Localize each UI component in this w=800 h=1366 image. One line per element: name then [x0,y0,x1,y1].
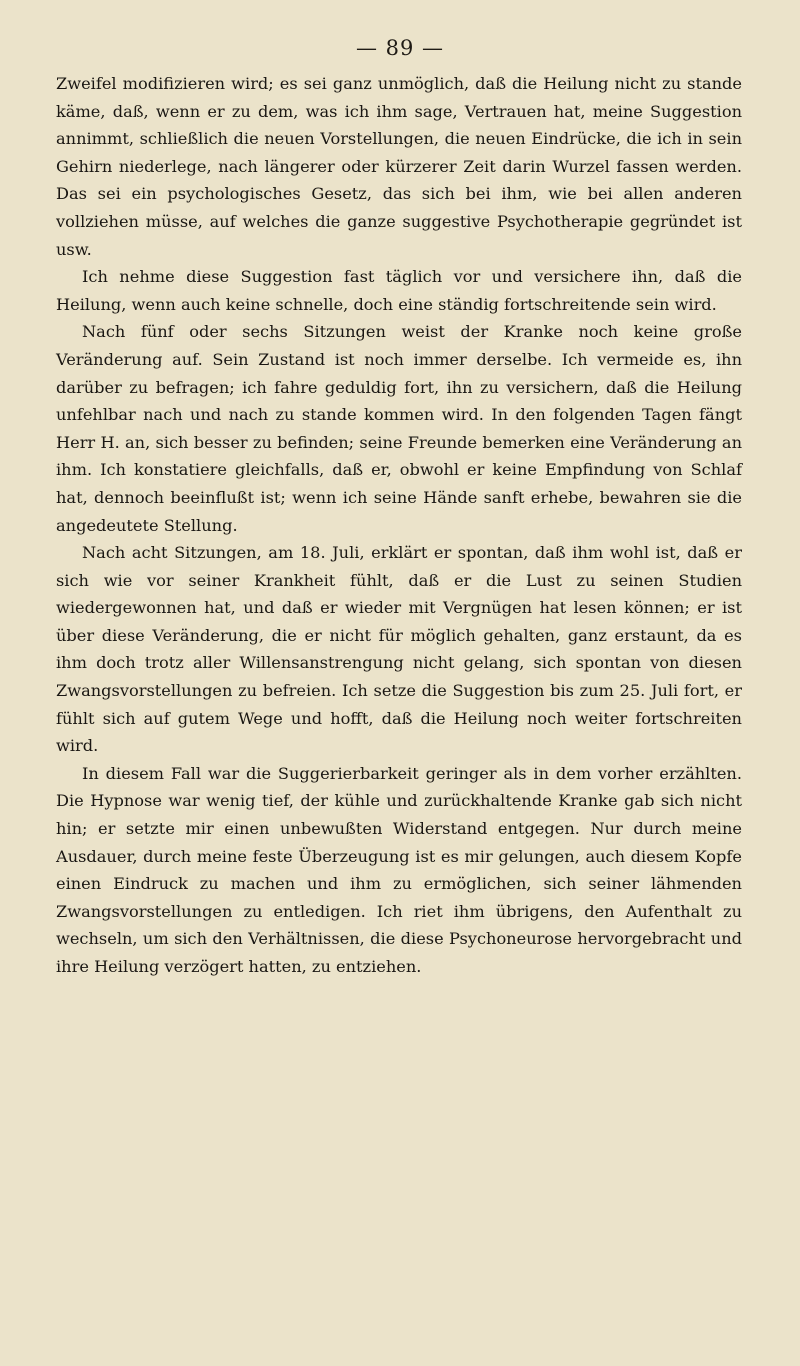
paragraph-continuation: Zweifel modifizieren wird; es sei ganz unmöglich, daß die Heilung nicht zu stande käme, daß, wenn er zu dem, was ich ihm sage, Vertrauen hat, meine Suggestion annimmt, schließlich die neuen Vorstellungen, die neuen Eindrücke, die ich in sein Gehirn niederlege, nach längerer oder kürzerer Zeit darin Wurzel fassen werden. Das sei ein psychologisches Gesetz, das sich bei ihm, wie bei allen anderen vollziehen müsse, auf welches die ganze suggestive Psychotherapie gegründet ist usw. [56,74,742,259]
paragraph: Nach acht Sitzungen, am 18. Juli, erklärt er spontan, daß ihm wohl ist, daß er sich wie vor seiner Krankheit fühlt, daß er die Lust zu seinen Studien wiedergewonnen hat, und daß er wieder mit Vergnügen hat lesen können; er ist über diese Veränderung, die er nicht für möglich gehalten, ganz erstaunt, da es ihm doch trotz aller Willensanstrengung nicht gelang, sich spontan von diesen Zwangsvorstellungen zu befreien. Ich setze die Suggestion bis zum 25. Juli fort, er fühlt sich auf gutem Wege und hofft, daß die Heilung noch weiter fortschreiten wird. [56,543,742,756]
body-text [56,70,742,981]
page-number: — 89 — [355,36,445,60]
paragraph: Nach fünf oder sechs Sitzungen weist der Kranke noch keine große Veränderung auf. Sein Zustand ist noch immer derselbe. Ich vermeide es, ihn darüber zu befragen; ich fahre geduldig fort, ihn zu versichern, daß die Heilung unfehlbar nach und nach zu stande kommen wird. In den folgenden Tagen fängt Herr H. an, sich besser zu befinden; seine Freunde bemerken eine Veränderung an ihm. Ich konstatiere gleichfalls, daß er, obwohl er keine Empfindung von Schlaf hat, dennoch beeinflußt ist; wenn ich seine Hände sanft erhebe, bewahren sie die angedeutete Stellung. [56,322,742,535]
paragraph: In diesem Fall war die Suggerierbarkeit geringer als in dem vorher erzählten. Die Hypnose war wenig tief, der kühle und zurückhaltende Kranke gab sich nicht hin; er setzte mir einen unbewußten Widerstand entgegen. Nur durch meine Ausdauer, durch meine feste Überzeugung ist es mir gelungen, auch diesem Kopfe einen Eindruck zu machen und ihm zu ermöglichen, sich seiner lähmenden Zwangsvorstellungen zu entledigen. Ich riet ihm übrigens, den Aufenthalt zu wechseln, um sich den Verhältnissen, die diese Psychoneurose hervorgebracht und ihre Heilung verzögert hatten, zu entziehen. [56,763,742,976]
paragraph: Ich nehme diese Suggestion fast täglich vor und versichere ihn, daß die Heilung, wenn auch keine schnelle, doch eine ständig fortschreitende sein wird. [56,267,742,314]
